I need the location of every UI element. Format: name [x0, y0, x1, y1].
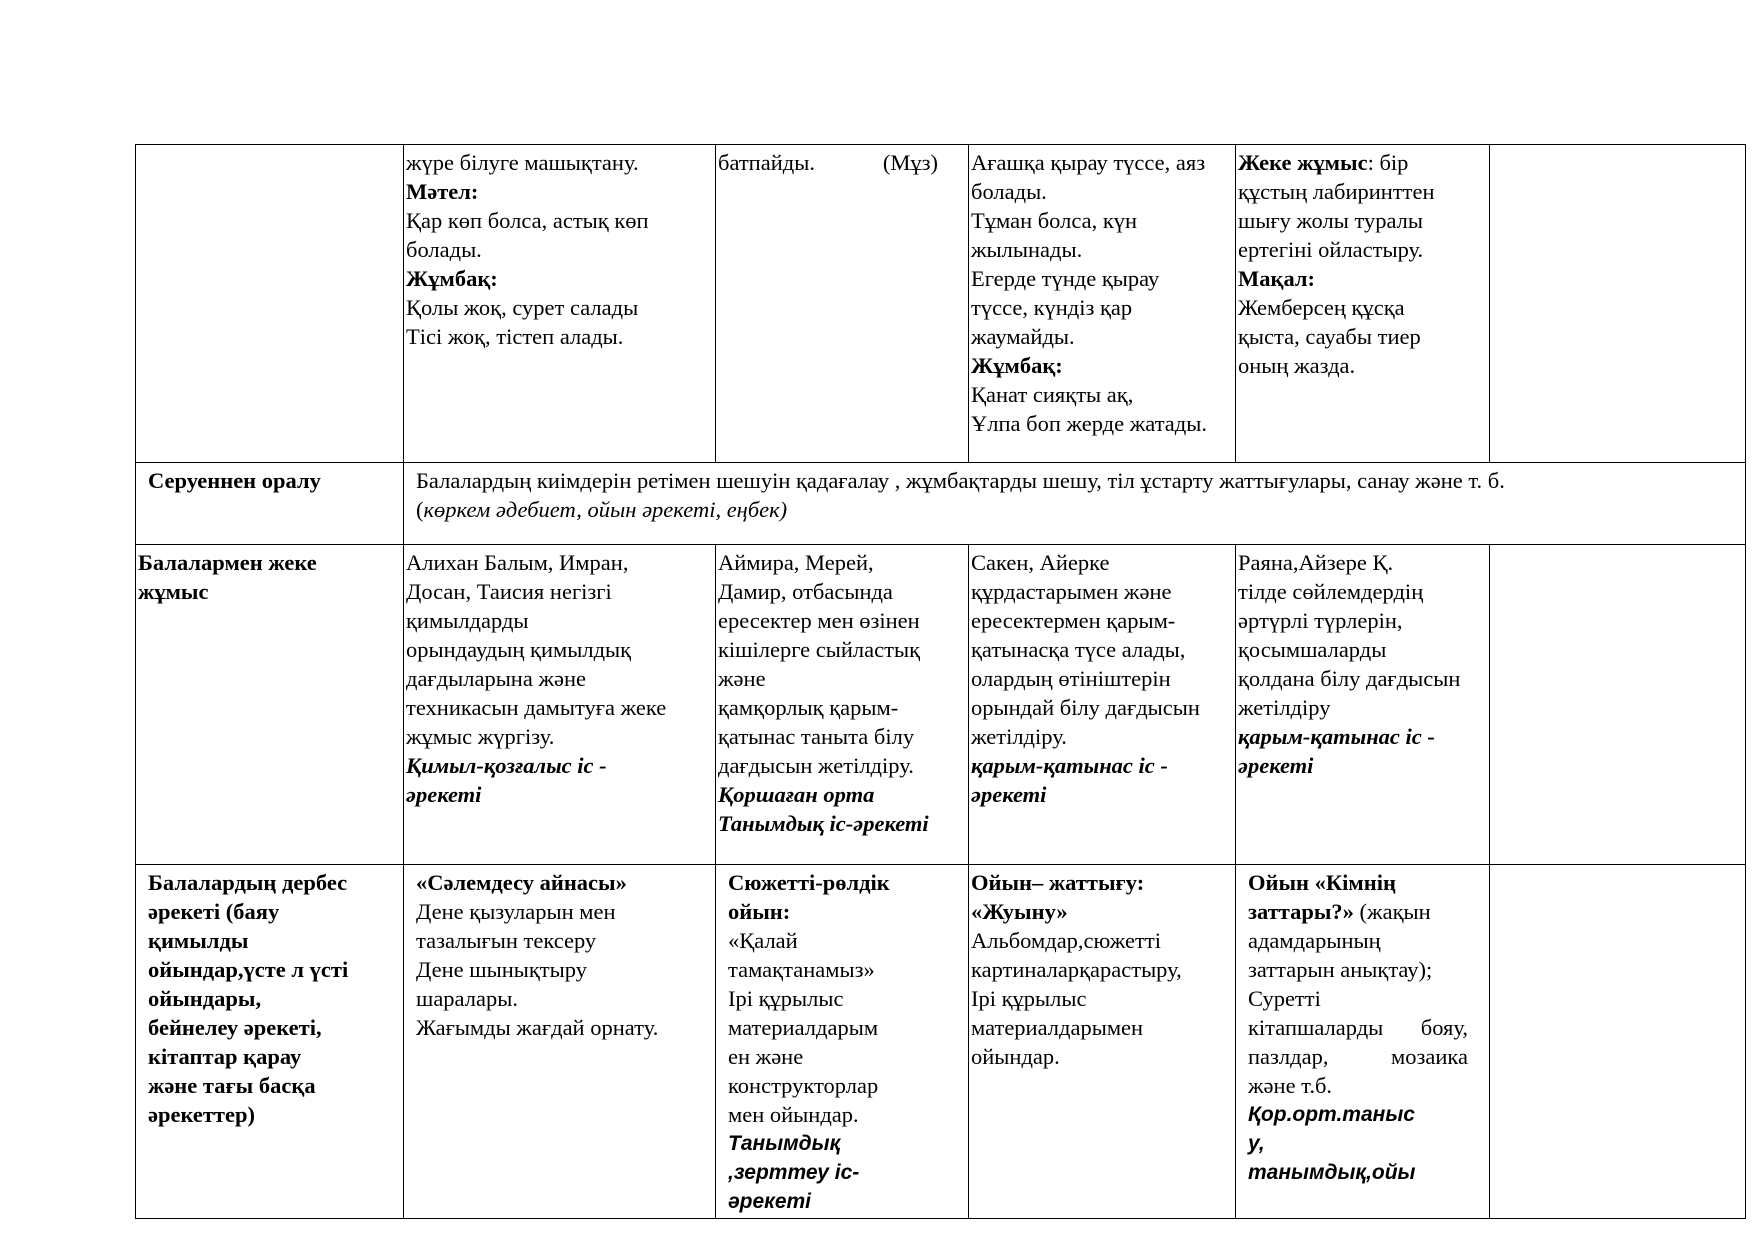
text-line: Жұмбақ:	[971, 353, 1063, 378]
text-line: орындаудың қимылдық	[406, 637, 632, 662]
text-line: Жағымды жағдай орнату.	[416, 1015, 659, 1040]
cell-r1-c4	[1236, 145, 1490, 463]
row-label-return-walk: Серуеннен оралу	[136, 463, 404, 545]
text-line: қосымшаларды	[1238, 637, 1387, 662]
cell-r1-c1	[404, 145, 716, 463]
text-line: Қолы жоқ, сурет салады	[406, 295, 639, 320]
text-line: қимылдарды	[406, 608, 529, 633]
text-line: ойындары,	[148, 986, 262, 1011]
text-line: түссе, күндіз қар	[971, 295, 1133, 320]
text-line: Раяна,Айзере Қ.	[1238, 550, 1394, 575]
text-line: Сюжетті-рөлдік	[728, 870, 890, 895]
text-line: қимылды	[148, 928, 249, 953]
text-line: ересектер мен өзінен	[718, 608, 920, 633]
text-line: тамақтанамыз»	[728, 957, 875, 982]
text-line: Алихан Балым, Имран,	[406, 550, 629, 575]
cell-r1-c3	[969, 145, 1236, 463]
text-line: Ірі құрылыс	[728, 986, 844, 1011]
text-line: ертегіні ойластыру.	[1238, 237, 1424, 262]
individual-work-heading: Жеке жұмыс: бір	[1238, 150, 1409, 175]
text-line: тазалығын тексеру	[416, 928, 597, 953]
cell-r3-c4	[1236, 545, 1490, 865]
text-line: Суретті	[1248, 986, 1321, 1011]
text-line: әрекеті (баяу	[148, 899, 280, 924]
text-line: адамдарының	[1248, 928, 1381, 953]
text-line: Жемберсең құсқа	[1238, 295, 1405, 320]
text-line: қатынасқа түсе алады,	[971, 637, 1186, 662]
text-line: әрекеті	[728, 1190, 812, 1213]
text-line: материалдарымен	[971, 1015, 1144, 1040]
text-line: Балалардың дербес	[148, 870, 348, 895]
text-line: жүре білуге машықтану.	[406, 150, 639, 175]
text-line: «Жуыну»	[971, 899, 1068, 924]
return-walk-description: Балалардың киімдерін ретімен шешуін қадағалау , жұмбақтарды шешу, тіл ұстарту жаттығулары, санау және т. б. (көркем әдебиет, ойын әрекеті, еңбек)	[404, 463, 1746, 545]
text-line: Тісі жоқ, тістеп алады.	[406, 324, 624, 349]
text-line: мен ойындар.	[728, 1102, 859, 1127]
cell-empty	[1490, 865, 1746, 1219]
text-line: шығу жолы туралы	[1238, 208, 1424, 233]
row-label-cell	[136, 145, 404, 463]
text-line: оның жазда.	[1238, 353, 1356, 378]
text-line: Қор.орт.таныс	[1248, 1103, 1415, 1126]
text-line: «Сәлемдесу айнасы»	[416, 870, 627, 895]
text-line: заттарын анықтау);	[1248, 957, 1433, 982]
text-line: және тағы басқа	[148, 1073, 316, 1098]
text-line: әрекеті	[1238, 753, 1314, 778]
text-line: құстың лабиринттен	[1238, 179, 1435, 204]
text-line: әрекеті	[971, 782, 1047, 807]
text-line: бейнелеу әрекеті,	[148, 1015, 322, 1040]
text-line: қарым-қатынас іс -	[971, 753, 1168, 778]
riddle-answer-line: батпайды. (Мұз)	[718, 150, 938, 175]
text-line: Альбомдар,сюжетті	[971, 928, 1161, 953]
text-line: ересектермен қарым-	[971, 608, 1176, 633]
text-line: Қоршаған орта	[718, 782, 875, 807]
text-line: Балалармен жеке	[138, 550, 317, 575]
text-line: Ойын– жаттығу:	[971, 870, 1145, 895]
text-line: техникасын дамытуға жеке	[406, 695, 667, 720]
text-line: ен және	[728, 1044, 804, 1069]
text-line: Танымдық іс-әрекеті	[718, 811, 929, 836]
text-line: ойындар.	[971, 1044, 1060, 1069]
cell-r1-c2	[716, 145, 969, 463]
text-line: Жұмбақ:	[406, 266, 498, 291]
text-line: Ірі құрылыс	[971, 986, 1087, 1011]
text-line: әртүрлі түрлерін,	[1238, 608, 1403, 633]
text-line: ойындар,үсте л үсті	[148, 957, 349, 982]
cell-r4-c1	[404, 865, 716, 1219]
text-line: жетілдіру.	[971, 724, 1067, 749]
text-line: тілде сөйлемдердің	[1238, 579, 1424, 604]
text-line: Тұман болса, күн	[971, 208, 1138, 233]
plan-table	[135, 144, 1746, 1219]
text-line: у,	[1248, 1132, 1265, 1155]
text-line: Дене қызуларын мен	[416, 899, 616, 924]
text-line: жұмыс жүргізу.	[406, 724, 555, 749]
text-line: Қимыл-қозғалыс іс -	[406, 753, 607, 778]
row-label-independent-activity	[136, 865, 404, 1219]
text-line: құрдастарымен және	[971, 579, 1172, 604]
text-line: болады.	[406, 237, 482, 262]
text-line: кішілерге сыйластық	[718, 637, 920, 662]
text-line: шаралары.	[416, 986, 518, 1011]
text-line: орындай білу дағдысын	[971, 695, 1200, 720]
text-line: Қар көп болса, астық көп	[406, 208, 649, 233]
text-line: олардың өтініштерін	[971, 666, 1171, 691]
cell-empty	[1490, 545, 1746, 865]
text-line: танымдық,ойы	[1248, 1161, 1416, 1184]
cell-r3-c1	[404, 545, 716, 865]
text-line: Аймира, Мерей,	[718, 550, 874, 575]
text-line: жылынады.	[971, 237, 1083, 262]
text-line: қатынас таныта білу	[718, 724, 915, 749]
table-row	[136, 463, 1746, 545]
text-line: қолдана білу дағдысын	[1238, 666, 1461, 691]
text-line: Ағашқа қырау түссе, аяз	[971, 150, 1206, 175]
text-line: картиналарқарастыру,	[971, 957, 1182, 982]
table-row	[136, 865, 1746, 1219]
text-line: конструкторлар	[728, 1073, 879, 1098]
text-line: Ұлпа боп жерде жатады.	[971, 411, 1207, 436]
text-line: қыста, сауабы тиер	[1238, 324, 1421, 349]
table-row	[136, 145, 1746, 463]
cell-r4-c4: Ойын «Кімнің заттары?» (жақын адамдарының заттарын анықтау); Суретті кітапшаларды бояу, пазлдар, мозаика және т.б. Қор.орт.таныс у, танымдық,ойы	[1236, 865, 1490, 1219]
cell-empty	[1490, 145, 1746, 463]
text-line: Дене шынықтыру	[416, 957, 587, 982]
text-line: Мақал:	[1238, 266, 1316, 291]
cell-r4-c2	[716, 865, 969, 1219]
cell-r3-c3	[969, 545, 1236, 865]
text-line: қарым-қатынас іс -	[1238, 724, 1435, 749]
text-line: болады.	[971, 179, 1047, 204]
text-line: әрекеті	[406, 782, 482, 807]
text-line: Егерде түнде қырау	[971, 266, 1160, 291]
text-line: Мәтел:	[406, 179, 479, 204]
text-line: жұмыс	[138, 579, 209, 604]
text-line: Танымдық	[728, 1132, 841, 1155]
text-line: Қанат сияқты ақ,	[971, 382, 1134, 407]
text-line: дағдыларына және	[406, 666, 587, 691]
cell-r3-c2	[716, 545, 969, 865]
text-line: ойын:	[728, 899, 791, 924]
text-line: Досан, Таисия негізгі	[406, 579, 612, 604]
text-line: ,зерттеу іс-	[728, 1161, 860, 1184]
text-line: «Қалай	[728, 928, 798, 953]
text-line: қамқорлық қарым-	[718, 695, 899, 720]
text-line: және	[718, 666, 766, 691]
text-line: кітаптар қарау	[148, 1044, 302, 1069]
text-line: Дамир, отбасында	[718, 579, 893, 604]
table-row	[136, 545, 1746, 865]
text-line: материалдарым	[728, 1015, 879, 1040]
text-line: жетілдіру	[1238, 695, 1331, 720]
text-line: дағдысын жетілдіру.	[718, 753, 914, 778]
text-line: әрекеттер)	[148, 1102, 255, 1127]
cell-r4-c3	[969, 865, 1236, 1219]
row-label-individual-work	[136, 545, 404, 865]
text-line: жаумайды.	[971, 324, 1075, 349]
text-line: Сакен, Айерке	[971, 550, 1110, 575]
